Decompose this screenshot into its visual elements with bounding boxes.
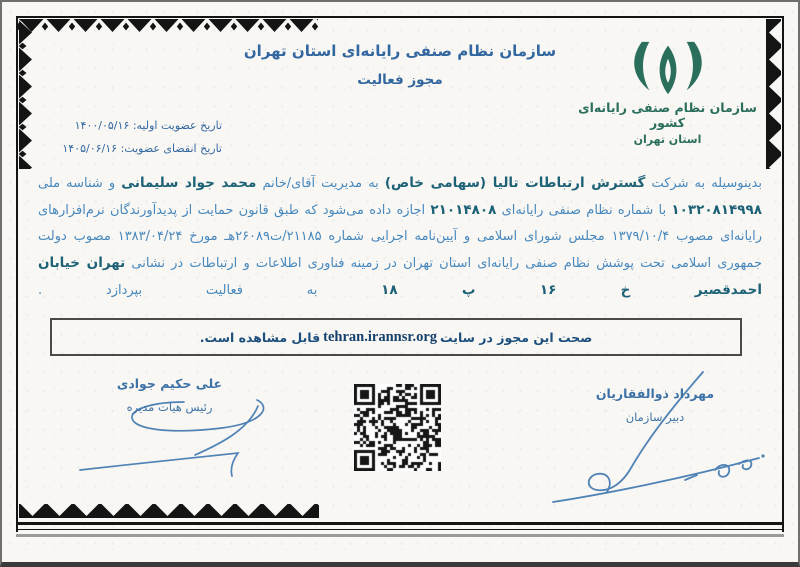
logo-org-name: سازمان نظام صنفی رایانه‌ای کشور xyxy=(578,100,757,130)
body-segment: ۲۱۰۱۴۸۰۸ xyxy=(430,202,497,218)
signature-left-scrawl-icon xyxy=(52,376,287,491)
border-bottom-rule-1 xyxy=(16,522,784,525)
tulip-logo-icon xyxy=(620,40,716,96)
expiry-date-value: ۱۴۰۵/۰۶/۱۶ xyxy=(62,142,118,155)
border-top-line xyxy=(16,16,784,18)
expiry-date-label: تاریخ انقضای عضویت: xyxy=(120,142,222,155)
body-segment: تهران خیابان احمدقصیر خ ۱۶ پ ۱۸ xyxy=(38,255,763,298)
signatory-right-title: دبیر سازمان xyxy=(625,410,685,424)
border-bottom-rule-2 xyxy=(16,529,784,530)
qr-container xyxy=(354,384,441,471)
logo-branch-name: استان تهران xyxy=(633,133,702,146)
signature-right xyxy=(535,370,775,520)
verify-text-before: صحت این مجوز در سایت xyxy=(440,329,593,345)
body-segment: گسترش ارتباطات تالیا (سهامی خاص) xyxy=(384,175,646,191)
body-segment: اجازه داده می‌شود که طبق قانون حمایت از پدیدآورندگان نرم‌افزارهای رایانه‌ای مصوب ۱۳۷۹/۱۰/۴ مجلس شورای اسلامی و آیین‌نامه اجرایی شماره ۲۱۱۸۵/ت۲۶۰۸۹هـ مورخ ۱۳۸۳/۰۴/۲۴ مصوب دولت جمهوری اسلامی تحت پوشش نظام صنفی رایانه‌ای استان تهران در زمینه فناوری اطلاعات و ارتباطات در نشانی xyxy=(38,203,763,271)
border-top-triangles xyxy=(18,19,318,34)
initial-membership-date xyxy=(42,114,222,137)
body-segment: بدینوسیله به شرکت xyxy=(645,176,762,191)
verification-box xyxy=(50,318,742,356)
verify-text-after: قابل مشاهده است. xyxy=(199,329,321,345)
verify-url: tehran.irannsr.org xyxy=(323,328,438,345)
body-segment: محمد جواد سلیمانی xyxy=(121,175,257,191)
body-paragraph xyxy=(38,170,762,304)
body-segment: با شماره نظام صنفی رایانه‌ای xyxy=(496,203,672,218)
border-bottom-triangles xyxy=(19,504,319,518)
qr-code xyxy=(354,384,441,471)
border-left-line xyxy=(16,16,18,532)
border-bottom-rule-3 xyxy=(16,534,784,537)
org-logo xyxy=(575,40,760,146)
membership-dates xyxy=(42,114,222,160)
signatory-left-name: علی حکیم جوادی xyxy=(116,376,223,391)
doc-title: مجوز فعالیت xyxy=(357,72,443,88)
signatory-right-name: مهرداد ذوالفقاریان xyxy=(595,386,715,401)
body-segment: ۱۰۳۲۰۸۱۴۹۹۸ xyxy=(671,202,762,218)
signature-left xyxy=(52,376,287,491)
signatory-left-title: رئیس هیات مدیره xyxy=(126,400,213,414)
body-segment: و شناسه ملی xyxy=(38,176,122,191)
initial-date-label: تاریخ عضویت اولیه: xyxy=(132,119,222,132)
org-title: سازمان نظام صنفی رایانه‌ای استان تهران xyxy=(243,42,557,60)
body-segment: به فعالیت بپردازد . xyxy=(38,283,382,298)
border-right-line xyxy=(782,16,784,532)
body-segment: به مدیریت آقای/خانم xyxy=(256,176,385,191)
initial-date-value: ۱۴۰۰/۰۵/۱۶ xyxy=(74,119,130,132)
expiry-membership-date xyxy=(42,137,222,160)
